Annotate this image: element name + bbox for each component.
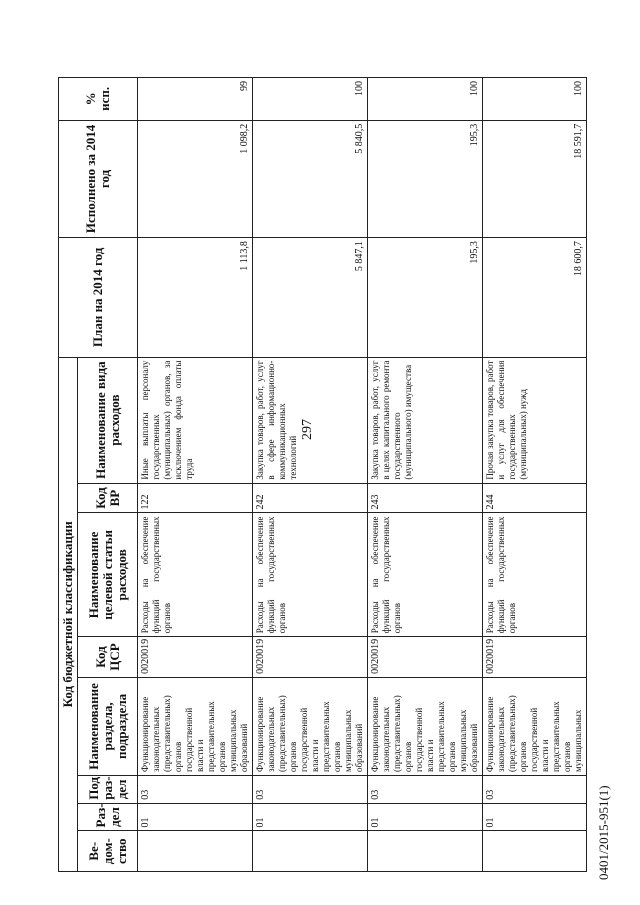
cell-podrazdel: 03 <box>368 775 483 803</box>
cell-vr: 122 <box>138 483 253 513</box>
cell-fact: 5 840,5 <box>253 120 368 237</box>
page-number: 297 <box>300 419 315 440</box>
cell-fact: 18 591,7 <box>483 120 587 237</box>
header-vedomstvo: Ве-дом-ство <box>78 831 138 872</box>
cell-pct: 100 <box>483 78 587 121</box>
cell-vr: 242 <box>253 483 368 513</box>
cell-vr: 244 <box>483 483 587 513</box>
document-code: 0401/2015-951(1) <box>596 785 611 880</box>
header-vr: Код ВР <box>78 483 138 513</box>
cell-csr: 0020019 <box>368 637 483 678</box>
cell-csr-name: Расходы на обеспечение функций государственных органов <box>138 513 253 637</box>
cell-vr: 243 <box>368 483 483 513</box>
header-plan: План на 2014 год <box>59 238 138 358</box>
cell-vedomstvo <box>138 831 253 872</box>
header-razdel: Раз-дел <box>78 803 138 831</box>
header-group-budget-classification: Код бюджетной классификации <box>59 357 78 871</box>
cell-razdel: 01 <box>483 803 587 831</box>
cell-csr: 0020019 <box>138 637 253 678</box>
cell-plan: 1 113,8 <box>138 238 253 358</box>
table-row <box>483 78 587 872</box>
header-vr-name: Наименование вида расходов <box>78 357 138 483</box>
table-body <box>138 78 587 872</box>
cell-vedomstvo <box>253 831 368 872</box>
cell-vedomstvo <box>368 831 483 872</box>
cell-vr-name: Закупка товаров, работ, услуг в целях капитального ремонта государственного (муниципального) имущества <box>368 357 483 483</box>
cell-razdel-name: Функционирование законодательных (представительных) органов государственной власти и представительных органов муниципальных образований <box>138 677 253 775</box>
cell-podrazdel: 03 <box>253 775 368 803</box>
header-pct: % исп. <box>59 78 138 121</box>
cell-csr-name: Расходы на обеспечение функций государственных органов <box>368 513 483 637</box>
cell-razdel: 01 <box>368 803 483 831</box>
cell-podrazdel: 03 <box>138 775 253 803</box>
cell-plan: 5 847,1 <box>253 238 368 358</box>
cell-csr-name: Расходы на обеспечение функций государственных органов <box>483 513 587 637</box>
header-csr: Код ЦСР <box>78 637 138 678</box>
cell-csr-name: Расходы на обеспечение функций государственных органов <box>253 513 368 637</box>
cell-vr-name: Закупка товаров, работ, услуг в сфере информационно-коммуникационных технологий <box>253 357 368 483</box>
cell-razdel-name: Функционирование законодательных (представительных) органов государственной власти и представительных органов муниципальных образований <box>368 677 483 775</box>
cell-vr-name: Прочая закупка товаров, работ и услуг для обеспечения государственных (муниципальных) нужд <box>483 357 587 483</box>
cell-pct: 100 <box>253 78 368 121</box>
cell-podrazdel: 03 <box>483 775 587 803</box>
cell-fact: 195,3 <box>368 120 483 237</box>
header-razdel-name: Наименование раздела, подраздела <box>78 677 138 775</box>
cell-vedomstvo <box>483 831 587 872</box>
cell-razdel-name: Функционирование законодательных (представительных) органов государственной власти и представительных органов муниципальных образований <box>253 677 368 775</box>
budget-table <box>58 77 587 872</box>
cell-pct: 99 <box>138 78 253 121</box>
cell-razdel: 01 <box>138 803 253 831</box>
cell-razdel: 01 <box>253 803 368 831</box>
table-row <box>138 78 253 872</box>
cell-plan: 195,3 <box>368 238 483 358</box>
header-podrazdel: Под раз-дел <box>78 775 138 803</box>
header-fact: Исполнено за 2014 год <box>59 120 138 237</box>
budget-table-wrapper <box>58 77 584 872</box>
header-csr-name: Наименование целевой статьи расходов <box>78 513 138 637</box>
cell-pct: 100 <box>368 78 483 121</box>
table-row <box>253 78 368 872</box>
table-row <box>368 78 483 872</box>
cell-razdel-name: Функционирование законодательных (представительных) органов государственной власти и представительных органов муниципальных <box>483 677 587 775</box>
cell-fact: 1 098,2 <box>138 120 253 237</box>
cell-csr: 0020019 <box>483 637 587 678</box>
cell-csr: 0020019 <box>253 637 368 678</box>
cell-vr-name: Иные выплаты персоналу государственных (муниципальных) органов, за исключением фонда оплаты труда <box>138 357 253 483</box>
cell-plan: 18 600,7 <box>483 238 587 358</box>
